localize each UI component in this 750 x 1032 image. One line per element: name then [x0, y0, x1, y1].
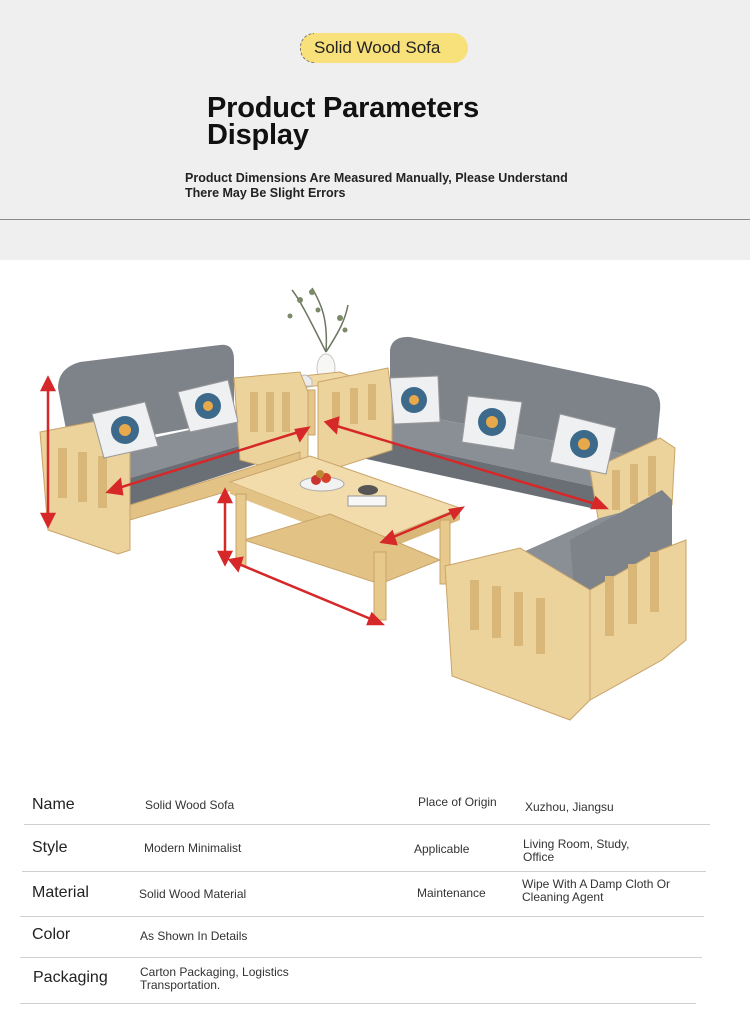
- row-divider: [20, 957, 702, 958]
- spec-value-maintenance: [522, 878, 670, 904]
- title-line-1: Product Parameters: [207, 92, 480, 124]
- sofa-set-illustration: [0, 260, 750, 760]
- spec-label-origin: Place of Origin: [418, 795, 497, 809]
- title-line-2: Display: [207, 119, 309, 151]
- row-divider: [22, 871, 706, 872]
- spec-label-maintenance: Maintenance: [417, 886, 486, 900]
- spec-label-packaging: Packaging: [33, 969, 108, 986]
- spec-value-applicable: [523, 838, 630, 864]
- spec-label-style: Style: [32, 839, 68, 856]
- packaging-line-2: Transportation.: [140, 978, 221, 992]
- header-band: [0, 220, 750, 260]
- spec-value-name: Solid Wood Sofa: [145, 798, 235, 812]
- tag-dashed-border: [300, 33, 314, 63]
- spec-value-style: Modern Minimalist: [144, 841, 242, 855]
- packaging-line-1: Carton Packaging, Logistics: [140, 965, 289, 979]
- plant-vase: [288, 288, 349, 382]
- category-tag-label: Solid Wood Sofa: [314, 38, 441, 57]
- applicable-line-2: Office: [523, 850, 555, 864]
- header-panel: [0, 0, 750, 220]
- row-divider: [20, 1003, 696, 1004]
- row-divider: [20, 916, 704, 917]
- applicable-line-1: Living Room, Study,: [523, 837, 630, 851]
- subtitle-line-1: Product Dimensions Are Measured Manually, Please Understand: [185, 171, 568, 185]
- row-divider: [24, 824, 710, 825]
- coffee-table: [230, 456, 460, 620]
- loveseat: [40, 345, 308, 554]
- maintenance-line-1: Wipe With A Damp Cloth Or: [522, 877, 671, 891]
- spec-label-material: Material: [32, 884, 89, 901]
- maintenance-line-2: Cleaning Agent: [522, 890, 604, 904]
- spec-value-origin: Xuzhou, Jiangsu: [525, 800, 614, 814]
- spec-label-name: Name: [32, 796, 75, 813]
- spec-value-packaging: [140, 966, 289, 992]
- spec-label-color: Color: [32, 926, 71, 943]
- spec-value-color: As Shown In Details: [140, 929, 248, 943]
- spec-value-material: Solid Wood Material: [139, 887, 247, 901]
- page-title: [207, 92, 527, 151]
- page-subtitle: [185, 171, 585, 200]
- spec-label-applicable: Applicable: [414, 842, 470, 856]
- armchair: [445, 490, 686, 720]
- subtitle-line-2: There May Be Slight Errors: [185, 185, 346, 200]
